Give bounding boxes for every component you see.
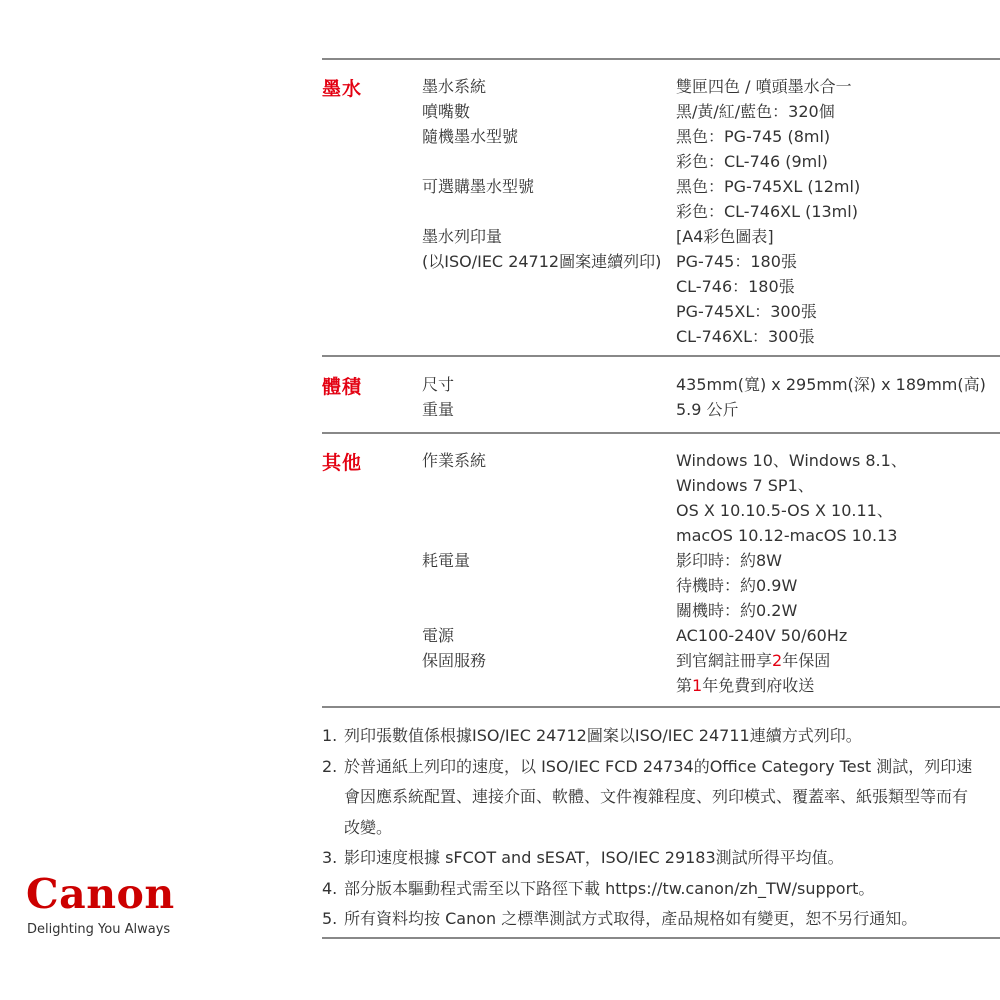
warranty-line-2 [676,673,907,698]
warranty-text: 年保固 [782,651,831,670]
footnote-number: 2. [322,756,338,776]
divider-bottom [322,937,1000,939]
spec-label: 墨水系統 [422,77,487,96]
spec-value: 待機時：約0.9W [676,576,798,595]
spec-value: 關機時：約0.2W [676,601,798,620]
spec-label: 噴嘴數 [422,102,471,121]
footnote-item [322,752,1000,844]
spec-label [422,523,486,548]
footnote-item [322,874,1000,905]
warranty-text: 到官網註冊享 [676,651,773,670]
footnote-item [322,843,1000,874]
volume-labels [422,372,454,422]
spec-value: Windows 7 SP1、 [676,476,814,495]
spec-label: 電源 [422,626,455,645]
section-title-ink: 墨水 [322,78,363,100]
spec-value: AC100-240V 50/60Hz [676,626,848,645]
other-values [676,448,907,698]
spec-label: 隨機墨水型號 [422,127,519,146]
footnote-text: 會因應系統配置、連接介面、軟體、文件複雜程度、列印模式、覆蓋率、紙張類型等而有 [344,787,969,806]
spec-value: 435mm(寬) x 295mm(深) x 189mm(高) [676,375,986,394]
ink-values [676,74,860,349]
footnote-number: 4. [322,878,338,898]
spec-label [422,149,661,174]
footnotes [322,721,1000,935]
spec-value: 彩色：CL-746XL (13ml) [676,202,858,221]
spec-value: Windows 10、Windows 8.1、 [676,451,907,470]
footnote-item [322,721,1000,752]
spec-value: 雙匣四色 / 噴頭墨水合一 [676,77,852,96]
warranty-text: 第 [676,676,693,695]
spec-label [422,573,486,598]
spec-label: 尺寸 [422,375,455,394]
other-labels [422,448,486,673]
spec-value: 黑色：PG-745 (8ml) [676,127,831,146]
spec-label: 耗電量 [422,551,471,570]
spec-label: 墨水列印量 [422,227,503,246]
spec-value: CL-746XL：300張 [676,327,815,346]
volume-values [676,372,986,422]
spec-label: 重量 [422,400,455,419]
spec-label [422,473,486,498]
spec-value: PG-745：180張 [676,252,797,271]
spec-label [422,498,486,523]
footnote-number: 3. [322,848,338,867]
divider-volume [322,432,1000,434]
footnote-text: 影印速度根據 sFCOT and sESAT，ISO/IEC 29183測試所得平均值。 [344,848,844,867]
spec-value: 黑/黃/紅/藍色：320個 [676,102,835,121]
spec-value: 彩色：CL-746 (9ml) [676,152,828,171]
footnote-text: 改變。 [344,817,393,837]
section-title-volume: 體積 [322,376,363,398]
footnote-item [322,904,1000,935]
warranty-highlight: 1 [692,676,703,695]
spec-value: OS X 10.10.5-OS X 10.11、 [676,501,893,520]
divider-other [322,706,1000,708]
spec-label: (以ISO/IEC 24712圖案連續列印) [422,252,662,271]
warranty-highlight: 2 [772,651,783,670]
spec-value: CL-746：180張 [676,277,795,296]
divider-top [322,58,1000,60]
spec-value: 黑色：PG-745XL (12ml) [676,177,861,196]
ink-labels [422,74,661,274]
spec-label: 保固服務 [422,651,487,670]
spec-value: macOS 10.12-macOS 10.13 [676,526,898,545]
warranty-line-1 [676,648,907,673]
spec-label: 可選購墨水型號 [422,177,535,196]
footnote-text: 所有資料均按 Canon 之標準測試方式取得，產品規格如有變更，恕不另行通知。 [344,909,918,928]
spec-value: [A4彩色圖表] [676,227,774,246]
footnote-number: 1. [322,726,338,745]
spec-value: PG-745XL：300張 [676,302,817,321]
warranty-text: 年免費到府收送 [702,676,815,695]
section-title-other: 其他 [322,452,363,474]
brand-tagline: Delighting You Always [27,922,171,937]
footnote-text: 部分版本驅動程式需至以下路徑下載 https://tw.canon/zh_TW/support。 [344,878,875,898]
footnote-text: 列印張數值係根據ISO/IEC 24712圖案以ISO/IEC 24711連續方式列印。 [344,726,862,745]
footnote-number: 5. [322,909,338,928]
spec-label: 作業系統 [422,451,487,470]
spec-label [422,598,486,623]
spec-value: 影印時：約8W [676,551,783,570]
canon-logo: Canon [26,870,175,918]
divider-ink [322,355,1000,357]
spec-label [422,199,661,224]
footnote-text: 於普通紙上列印的速度，以 ISO/IEC FCD 24734的Office Category Test 測試，列印速 [344,756,973,776]
spec-value: 5.9 公斤 [676,400,739,419]
